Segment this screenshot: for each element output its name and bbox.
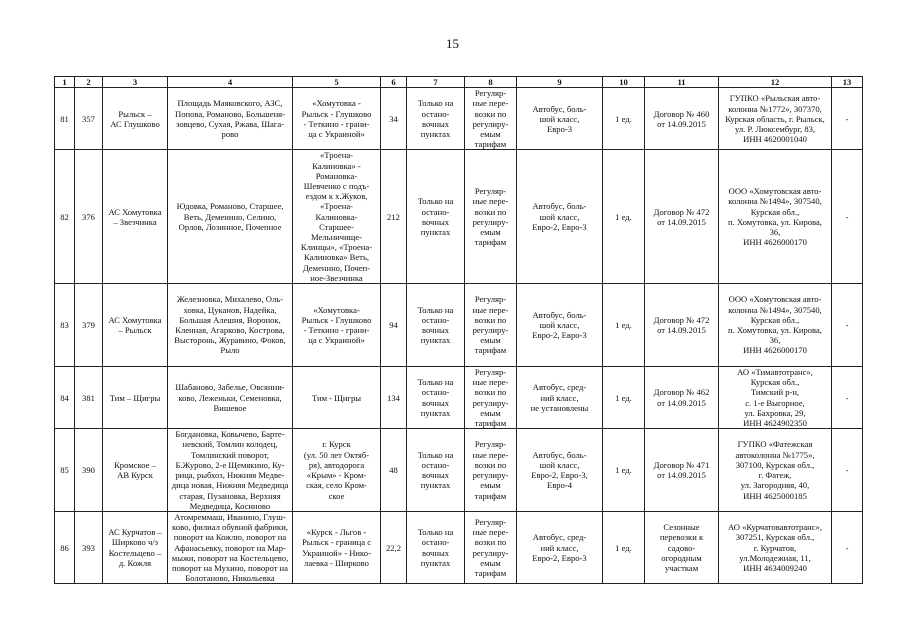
header-cell: 6: [381, 77, 407, 88]
header-cell: 10: [603, 77, 645, 88]
table-row: [55, 367, 863, 429]
boarding-procedure: Только на остано- вочных пунктах: [407, 429, 465, 512]
notes: -: [832, 284, 863, 367]
vehicle-count: 1 ед.: [603, 150, 645, 284]
route-name: АС Хомутовка – Рыльск: [103, 284, 168, 367]
route-roads: «Троена- Калиновка» - Романовка- Шевченко с подъ- ездом к х.Жуков, «Троена- Калиновка- Старшее- Мельничище- Клинцы», «Троена- Калиновка» Веть, Деменино, Почеп- ное-Звезчинка: [293, 150, 381, 284]
row-number: 84: [55, 367, 75, 429]
header-cell: 7: [407, 77, 465, 88]
vehicle-class: Автобус, сред- ний класс, Евро-2, Евро-3: [517, 511, 603, 583]
route-length: 34: [381, 88, 407, 150]
carrier: АО «Курчатовавтотранс», 307251, Курская обл., г. Курчатов, ул.Молодежная, 11, ИНН 4634009240: [719, 511, 832, 583]
intermediate-stops: Шабаново, Забелье, Овсянни- ково, Леженьки, Семеновка, Вишевое: [168, 367, 293, 429]
boarding-procedure: Только на остано- вочных пунктах: [407, 511, 465, 583]
notes: -: [832, 429, 863, 512]
row-number: 85: [55, 429, 75, 512]
carrier: ООО «Хомутовская авто- колонна №1494», 307540, Курская обл., п. Хомутовка, ул. Кирова, 36, ИНН 4626000170: [719, 284, 832, 367]
carrier: ГУПКО «Рыльская авто- колонна №1772», 307370, Курская область, г. Рыльск, ул. Р. Люксембург, 83, ИНН 4620001040: [719, 88, 832, 150]
transport-type: Регуляр- ные пере- возки по регулиру- емым тарифам: [465, 88, 517, 150]
vehicle-class: Автобус, сред- ний класс, не установлены: [517, 367, 603, 429]
header-cell: 3: [103, 77, 168, 88]
vehicle-count: 1 ед.: [603, 367, 645, 429]
route-roads: Тим - Щигры: [293, 367, 381, 429]
contract: Договор № 462 от 14.09.2015: [645, 367, 719, 429]
contract: Сезонные перевозки к садово- огородным участкам: [645, 511, 719, 583]
table-row: [55, 150, 863, 284]
vehicle-class: Автобус, боль- шой класс, Евро-2, Евро-3: [517, 284, 603, 367]
route-number: 390: [75, 429, 103, 512]
notes: -: [832, 511, 863, 583]
contract: Договор № 460 от 14.09.2015: [645, 88, 719, 150]
notes: -: [832, 88, 863, 150]
notes: -: [832, 367, 863, 429]
carrier: ГУПКО «Фатежская автоколонна №1775», 307100, Курская обл., г. Фатеж, ул. Загородняя, 40, ИНН 4625000185: [719, 429, 832, 512]
header-cell: 11: [645, 77, 719, 88]
transport-type: Регуляр- ные пере- возки по регулиру- емым тарифам: [465, 367, 517, 429]
route-name: Кромское – АВ Курск: [103, 429, 168, 512]
header-cell: 13: [832, 77, 863, 88]
notes: -: [832, 150, 863, 284]
contract: Договор № 472 от 14.09.2015: [645, 150, 719, 284]
vehicle-count: 1 ед.: [603, 429, 645, 512]
carrier: АО «Тимавтотранс», Курская обл., Тимский р-н, с. 1-е Выгорное, ул. Бахровка, 29, ИНН 4624902350: [719, 367, 832, 429]
header-cell: 4: [168, 77, 293, 88]
routes-table: [54, 76, 863, 584]
row-number: 86: [55, 511, 75, 583]
table-row: [55, 511, 863, 583]
contract: Договор № 471 от 14.09.2015: [645, 429, 719, 512]
header-cell: 1: [55, 77, 75, 88]
route-roads: г. Курск (ул. 50 лет Октяб- ря), автодорога «Крым» - Кром- ская, село Кром- ское: [293, 429, 381, 512]
table-row: [55, 88, 863, 150]
route-length: 48: [381, 429, 407, 512]
header-cell: 9: [517, 77, 603, 88]
intermediate-stops: Юдовка, Романово, Старшее, Веть, Деменино, Селино, Орлов, Лозинное, Почепное: [168, 150, 293, 284]
boarding-procedure: Только на остано- вочных пунктах: [407, 284, 465, 367]
contract: Договор № 472 от 14.09.2015: [645, 284, 719, 367]
header-cell: 8: [465, 77, 517, 88]
route-name: АС Курчатов – Ширково ч/з Костельцево – д. Кожля: [103, 511, 168, 583]
route-length: 22,2: [381, 511, 407, 583]
transport-type: Регуляр- ные пере- возки по регулиру- емым тарифам: [465, 284, 517, 367]
route-number: 376: [75, 150, 103, 284]
route-length: 134: [381, 367, 407, 429]
route-name: Рыльск – АС Глушково: [103, 88, 168, 150]
header-cell: 12: [719, 77, 832, 88]
intermediate-stops: Атомреммаш, Иванино, Глуш- ково, филиал обувной фабрики, поворот на Кожлю, поворот на Афанасьевку, поворот на Мар- мыжи, поворот на Костельцево, поворот на Мухино, поворот на Болотаново, Никольевка: [168, 511, 293, 583]
page-number: 15: [446, 36, 459, 51]
route-roads: «Хомутовка- Рыльск - Глушково - Теткино - грани- ца с Украиной»: [293, 284, 381, 367]
boarding-procedure: Только на остано- вочных пунктах: [407, 88, 465, 150]
vehicle-class: Автобус, боль- шой класс, Евро-2, Евро-3, Евро-4: [517, 429, 603, 512]
table-row: [55, 429, 863, 512]
vehicle-class: Автобус, боль- шой класс, Евро-3: [517, 88, 603, 150]
table-row: [55, 284, 863, 367]
row-number: 82: [55, 150, 75, 284]
boarding-procedure: Только на остано- вочных пунктах: [407, 150, 465, 284]
route-roads: «Курск - Льгов - Рыльск - граница с Украиной» - Нико- лаевка - Ширково: [293, 511, 381, 583]
transport-type: Регуляр- ные пере- возки по регулиру- емым тарифам: [465, 429, 517, 512]
boarding-procedure: Только на остано- вочных пунктах: [407, 367, 465, 429]
header-row: [55, 77, 863, 88]
route-name: Тим – Щигры: [103, 367, 168, 429]
route-number: 381: [75, 367, 103, 429]
route-name: АС Хомутовка – Звезчинка: [103, 150, 168, 284]
route-number: 393: [75, 511, 103, 583]
vehicle-count: 1 ед.: [603, 511, 645, 583]
intermediate-stops: Железновка, Михалево, Оль- ховка, Цуканов, Надейка, Большая Алешня, Воронок, Кленная, Агарково, Кострова, Высторонь, Журавино, Фоков, Рыло: [168, 284, 293, 367]
vehicle-class: Автобус, боль- шой класс, Евро-2, Евро-3: [517, 150, 603, 284]
transport-type: Регуляр- ные пере- возки по регулиру- емым тарифам: [465, 150, 517, 284]
row-number: 81: [55, 88, 75, 150]
route-number: 379: [75, 284, 103, 367]
route-number: 357: [75, 88, 103, 150]
header-cell: 5: [293, 77, 381, 88]
header-cell: 2: [75, 77, 103, 88]
carrier: ООО «Хомутовская авто- колонна №1494», 307540, Курская обл., п. Хомутовка, ул. Кирова, 36, ИНН 4626000170: [719, 150, 832, 284]
transport-type: Регуляр- ные пере- возки по регулиру- емым тарифам: [465, 511, 517, 583]
vehicle-count: 1 ед.: [603, 88, 645, 150]
vehicle-count: 1 ед.: [603, 284, 645, 367]
route-length: 94: [381, 284, 407, 367]
intermediate-stops: Богдановка, Ковычево, Барте- невский, Томлин колодец, Томлинский поворот, Б.Журово, 2-е Щемякино, Ку- рица, рыбхоз, Нижняя Медве- дица новая, Нижняя Медведица старая, Пузановка, Верхняя Медведица, Косиново: [168, 429, 293, 512]
route-roads: «Хомутовка - Рыльск - Глушково - Теткино - грани- ца с Украиной»: [293, 88, 381, 150]
row-number: 83: [55, 284, 75, 367]
intermediate-stops: Площадь Маяковского, АЗС, Попова, Романово, Большеня- зовцево, Сухая, Ржава, Шага- рово: [168, 88, 293, 150]
route-length: 212: [381, 150, 407, 284]
